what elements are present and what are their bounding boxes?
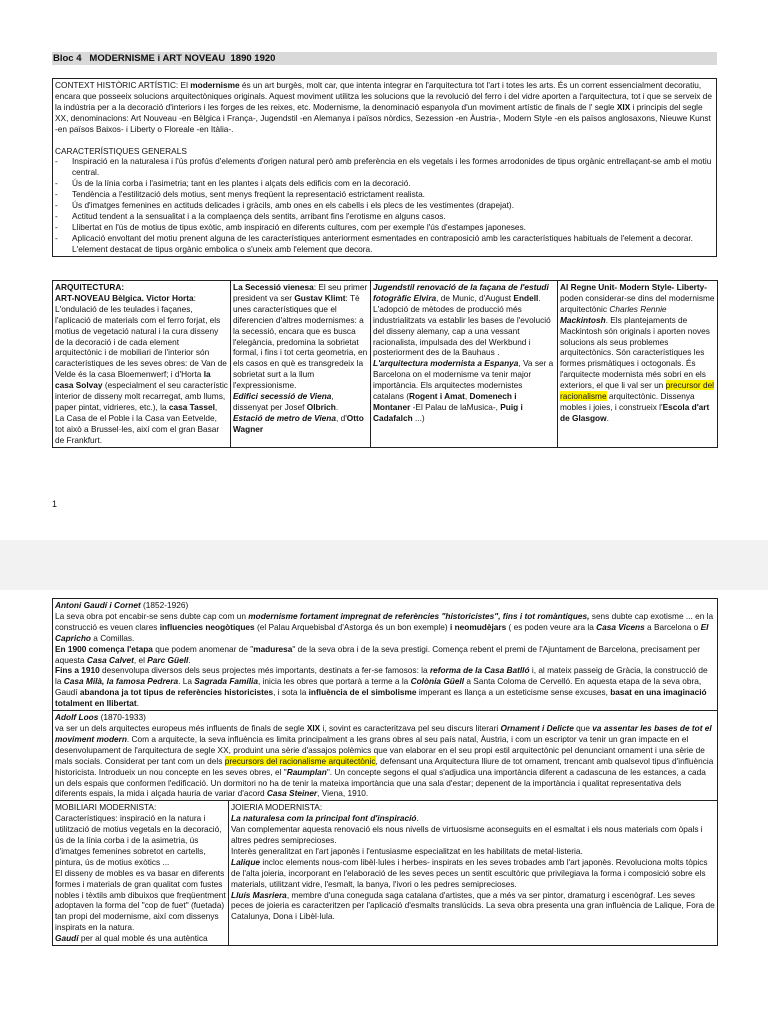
- list-item: - Aplicació envoltant del motiu prenent alguna de les característiques anteriorment esmentades en contraposició amb les característiques habituals de l'element a decorar. L'element destacat de tipus orgànic embolica o s'uneix amb l'element que decora.: [55, 233, 714, 255]
- jugendstil-cell: Jugendstil renovació de la façana de l'estudi fotogràfic Elvira, de Munic, d'August Endell. L'adopció de mètodes de producció més industrialitzats va establir les bases de l'evolució del disseny alemany, cap a una vessant racionalista, impulsada des del Werkbund i posteriorment des de la Bauhaus . L'arquitectura modernista a Espanya, Va ser a Barcelona on el modernisme va tenir major importància. Els arquitectes modernistes catalans (Rogent i Amat, Domenech i Montaner -El Palau de laMusica-, Puig i Cadafalch ...): [371, 281, 558, 448]
- page-number: 1: [52, 499, 58, 509]
- horta-cell: ARQUITECTURA: ART-NOVEAU Bèlgica. Victor Horta: L'ondulació de les teulades i façanes, l'aplicació de materials com el ferro forjat, els motius de vegetació natural i la cura disseny de la decoració i de cada element arquitectònic i de mobiliari de l'interior són característiques de les seves obres: de Van de Velde és la casa Bloemenwerf; i d'Horta la casa Solvay (especialment el seu característic interior de disseny molt recarregat, amb llums, paper pintat, vidrieres, etc.), la casa Tassel, La Casa de el Poble i la Casa van Eetvelde, tot això a Brussel·les, així com el gran Basar de Frankfurt.: [53, 281, 231, 448]
- list-item: - Tendència a l'estilització dels motius, sent menys freqüent la representació estrictament realista.: [55, 189, 714, 200]
- mackintosh-cell: Al Regne Unit- Modern Style- Liberty- poden considerar-se dins del modernisme arquitectònic Charles Rennie Mackintosh. Els plantejaments de Mackintosh són originals i aporten noves solucions als seus problemes arquitectònics. Són característiques les formes prismàtiques i octogonals. És l'arquitecte modernista més sobri en els exteriors, el que li val ser un precursor del racionalisme arquitectònic. Dissenya mobles i joies, i construeix l'Escola d'art de Glasgow.: [558, 281, 718, 448]
- loos-cell: Adolf Loos (1870-1933) va ser un dels arquitectes europeus més influents de finals de segle XIX i, sovint es caracteritzava pel seu discurs literari Ornament i Delicte que va assentar les bases de tot el moviment modern. Com a arquitecte, la seva influència es limita principalment a les grans obres al seu país natal, Àustria, i com un escriptor va tenir un gran impacte en el desenvolupament de l'arquitectura de segle XX, produint una sèrie d'assajos polèmics que van elaborar en el seu propi estil arquitectònic pel denunciant ornament i una sèrie de mals socials. Considerat per tant com un dels precursors del racionalisme arquitectònic, defensant una Arquitectura lliure de tot ornament, trencant amb qualsevol tipus d'influència historicista. Introdueix un nou concepte en les seves obres, el "Raumplan". Un concepte segons el qual s'adjudica una importància diferent a cadascuna de les estances, a cada un dels espais que conformen l'edificació. Un dormitori no ha de tenir la mateixa importància que una sala d'estar; depenent de la importància i qualitat representativa dels diferents espais, la mida i alçada hauria de variar d'acord Casa Steiner, Viena, 1910.: [53, 711, 718, 801]
- gaudi-cell: Antoni Gaudí i Cornet (1852-1926) La seva obra pot encabir-se sens dubte cap com un modernisme fortament impregnat de referències "historicistes", fins i tot romàntiques, sens dubte cap exotisme ... en la construcció es veuen clares influencies neogòtiques (el Palau Arquebisbal d'Astorga és un bon exemple) i neomudèjars ( es poden veure ara la Casa Vicens a Barcelona o El Capricho a Comillas. En 1900 comença l'etapa que podem anomenar de "maduresa" de la seva obra i de la seva prestigi. Comença rebent el premi de l'Ajuntament de Barcelona, precisament per aquesta Casa Calvet, el Parc Güell. Fins a 1910 desenvolupa diversos dels seus projectes més importants, destinats a fer-se famosos: la reforma de la Casa Batlló i, al mateix passeig de Gràcia, la construcció de la Casa Milà, la famosa Pedrera. La Sagrada Família, inicia les obres que portarà a terme a la Colònia Güell a Santa Coloma de Cervelló. En aquesta etapa de la seva obra, Gaudí abandona ja tot tipus de referències historicistes, i sota la influència de el simbolisme imperant es llança a un esteticisme sense excuses, basat en una imaginació totalment en llibertat.: [53, 599, 718, 711]
- list-item: - Inspiració en la naturalesa i l'ús profús d'elements d'origen natural però amb preferència en els vegetals i les formes arrodonides de tipus orgànic entrellaçant-se amb el motiu central.: [55, 156, 714, 178]
- section-header: Bloc 4 MODERNISME i ART NOVEAU 1890 1920: [52, 52, 717, 65]
- gaudi-name: Antoni Gaudí i Cornet: [55, 600, 141, 610]
- mobiliari-cell: MOBILIARI MODERNISTA: Característiques: inspiració en la natura i utilització de motius vegetals en la decoració, ús de la línia corba i de la asimetria, ús d'imatges femenines sobretot en cartells, pintura, ús de motius exòtics ... El disseny de mobles es va basar en diferents formes i materials de gran qualitat com fustes nobles i tèxtils amb dibuixos que freqüentment adoptaven la forma del "cop de fuet" (fuetada) tan propi del modernisme, així com dissenys inspirats en la natura. Gaudí per al qual moble és una autèntica: [53, 801, 229, 946]
- list-item: - Ús d'imatges femenines en actituds delicades i gràcils, amb ones en els cabells i els plecs de les vestimentes (drapejat).: [55, 200, 714, 211]
- characteristics-title: CARACTERÍSTIQUES GENERALS: [55, 145, 187, 156]
- mobiliari-title: MOBILIARI MODERNISTA:: [55, 802, 157, 813]
- context-cell: [53, 79, 717, 257]
- context-table: [52, 78, 717, 257]
- architecture-table: [52, 280, 718, 448]
- page-gap: [0, 540, 768, 590]
- highlight: precursors del racionalisme arquitectònic: [224, 755, 376, 766]
- highlight: precursor del racionalisme: [560, 380, 715, 402]
- loos-name: Adolf Loos: [55, 712, 99, 723]
- list-item: - Actitud tendent a la sensualitat i a la complaença dels sentits, arribant fins l'erotisme en alguns casos.: [55, 211, 714, 222]
- context-paragraph: CONTEXT HISTÒRIC ARTÍSTIC: El modernisme és un art burgès, molt car, que intenta integrar en l'arquitectura tot l'art i totes les arts. És un corrent essencialment decoratiu, encara que posseeix solucions arquitectòniques originals. Aquest moviment utilitza les solucions que la revolució del ferro i del vidre aporten a l'arquitectura, tot i que se serveix de la indústria per a la decoració d'interiors i les forges de les reixes, etc. Modernisme, la denominació espanyola d'un moviment artístic de finals de l' segle XIX i principis del segle XX, denominacions: Art Nouveau -en Bèlgica i França-, Jugendstil -en Alemanya i països nòrdics, Sezession -en Àustria-, Modern Style -en els països anglosaxons, Nieuwe Kunst -en països Baixos- i Liberty o Floreale -en Itàlia-.: [55, 80, 712, 134]
- secession-cell: La Secessió vienesa: El seu primer president va ser Gustav Klimt: Tè unes característiques que el diferencien d'altres modernismes: a la secessió, encara que es busca l'elegància, predomina la sobrietat formal, i fins i tot certa geometria, en els casos en què es transgredeix la sobrietat surt a la llum l'expressionisme. Edifici secessió de Viena, dissenyat per Josef Olbrich. Estació de metro de Viena, d'Otto Wagner: [231, 281, 371, 448]
- page-2: [0, 590, 768, 1024]
- joieria-cell: JOIERIA MODERNISTA: La naturalesa com la principal font d'inspiració. Van complementar aquesta renovació els nous nivells de virtuosisme aconseguits en el esmaltat i els nous materials com òpals i altres pedres semiprecioses. Interès generalitzat en l'art japonès i l'entusiasme especialitzat en les habilitats de metal·listeria. Lalique incloc elements nous-com libèl·lules i herbes- inspirats en les seves trobades amb l'art japonès. Revoluciona molts tòpics de l'alta joieria, incorporant en l'elaboració de les seves peces un sentit escultòric que privilegiava la forma i composició sobre els materials, utilitzant vidre, l'esmalt, la banya, l'ivori o les pedres semiprecioses. Lluís Masriera, membre d'una coneguda saga catalana d'artistes, que a més va ser pintor, dramaturg i escenògraf. Les seves peces de joieria es caracteritzen per l'aplicació d'esmalts translúcids. La seva obra presenta una gran influència de Lalique, Fora de Catalunya, Dona i Libèl·lula.: [229, 801, 718, 946]
- joieria-title: JOIERIA MODERNISTA:: [231, 802, 323, 813]
- architects-table: [52, 598, 718, 946]
- list-item: - Ús de la línia corba i l'asimetria; tant en les plantes i alçats dels edificis com en la decoració.: [55, 178, 714, 189]
- characteristics-list: [55, 156, 714, 254]
- list-item: - Llibertat en l'ús de motius de tipus exòtic, amb inspiració en diferents cultures, com per exemple l'ús d'estampes japoneses.: [55, 222, 714, 233]
